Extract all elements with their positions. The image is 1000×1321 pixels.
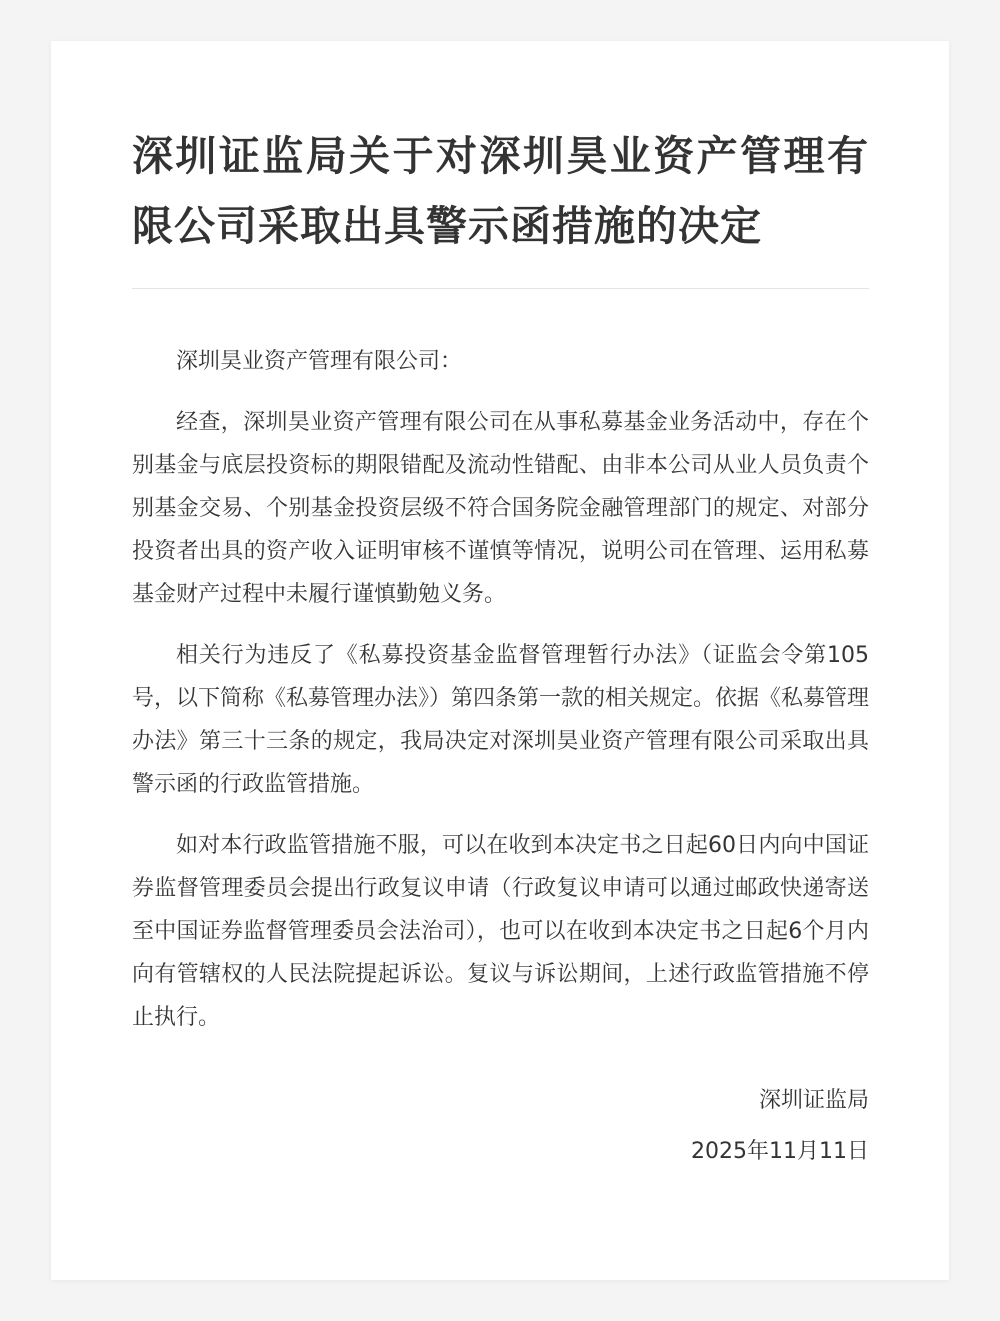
document-page: [51, 41, 949, 1280]
issue-date: 2025年11月11日: [691, 1139, 869, 1164]
document-body: [132, 340, 869, 1039]
title-divider: [132, 288, 869, 289]
document-title: 深圳证监局关于对深圳昊业资产管理有限公司采取出具警示函措施的决定: [132, 132, 869, 250]
paragraph-decision: 相关行为违反了《私募投资基金监督管理暂行办法》（证监会令第105号，以下简称《私募管理办法》）第四条第一款的相关规定。依据《私募管理办法》第三十三条的规定，我局决定对深圳昊业资产管理有限公司采取出具警示函的行政监管措施。: [132, 643, 870, 797]
document-content: [132, 121, 869, 1173]
salutation: 深圳昊业资产管理有限公司：: [176, 349, 463, 374]
paragraph-appeal: 如对本行政监管措施不服，可以在收到本决定书之日起60日内向中国证券监督管理委员会提出行政复议申请（行政复议申请可以通过邮政快递寄送至中国证券监督管理委员会法治司），也可以在收到本决定书之日起6个月内向有管辖权的人民法院提起诉讼。复议与诉讼期间，上述行政监管措施不停止执行。: [132, 833, 869, 1030]
issuer-signature: 深圳证监局: [758, 1088, 869, 1113]
paragraph-findings: 经查，深圳昊业资产管理有限公司在从事私募基金业务活动中，存在个别基金与底层投资标的期限错配及流动性错配、由非本公司从业人员负责个别基金交易、个别基金投资层级不符合国务院金融管理部门的规定、对部分投资者出具的资产收入证明审核不谨慎等情况，说明公司在管理、运用私募基金财产过程中未履行谨慎勤勉义务。: [132, 410, 869, 607]
